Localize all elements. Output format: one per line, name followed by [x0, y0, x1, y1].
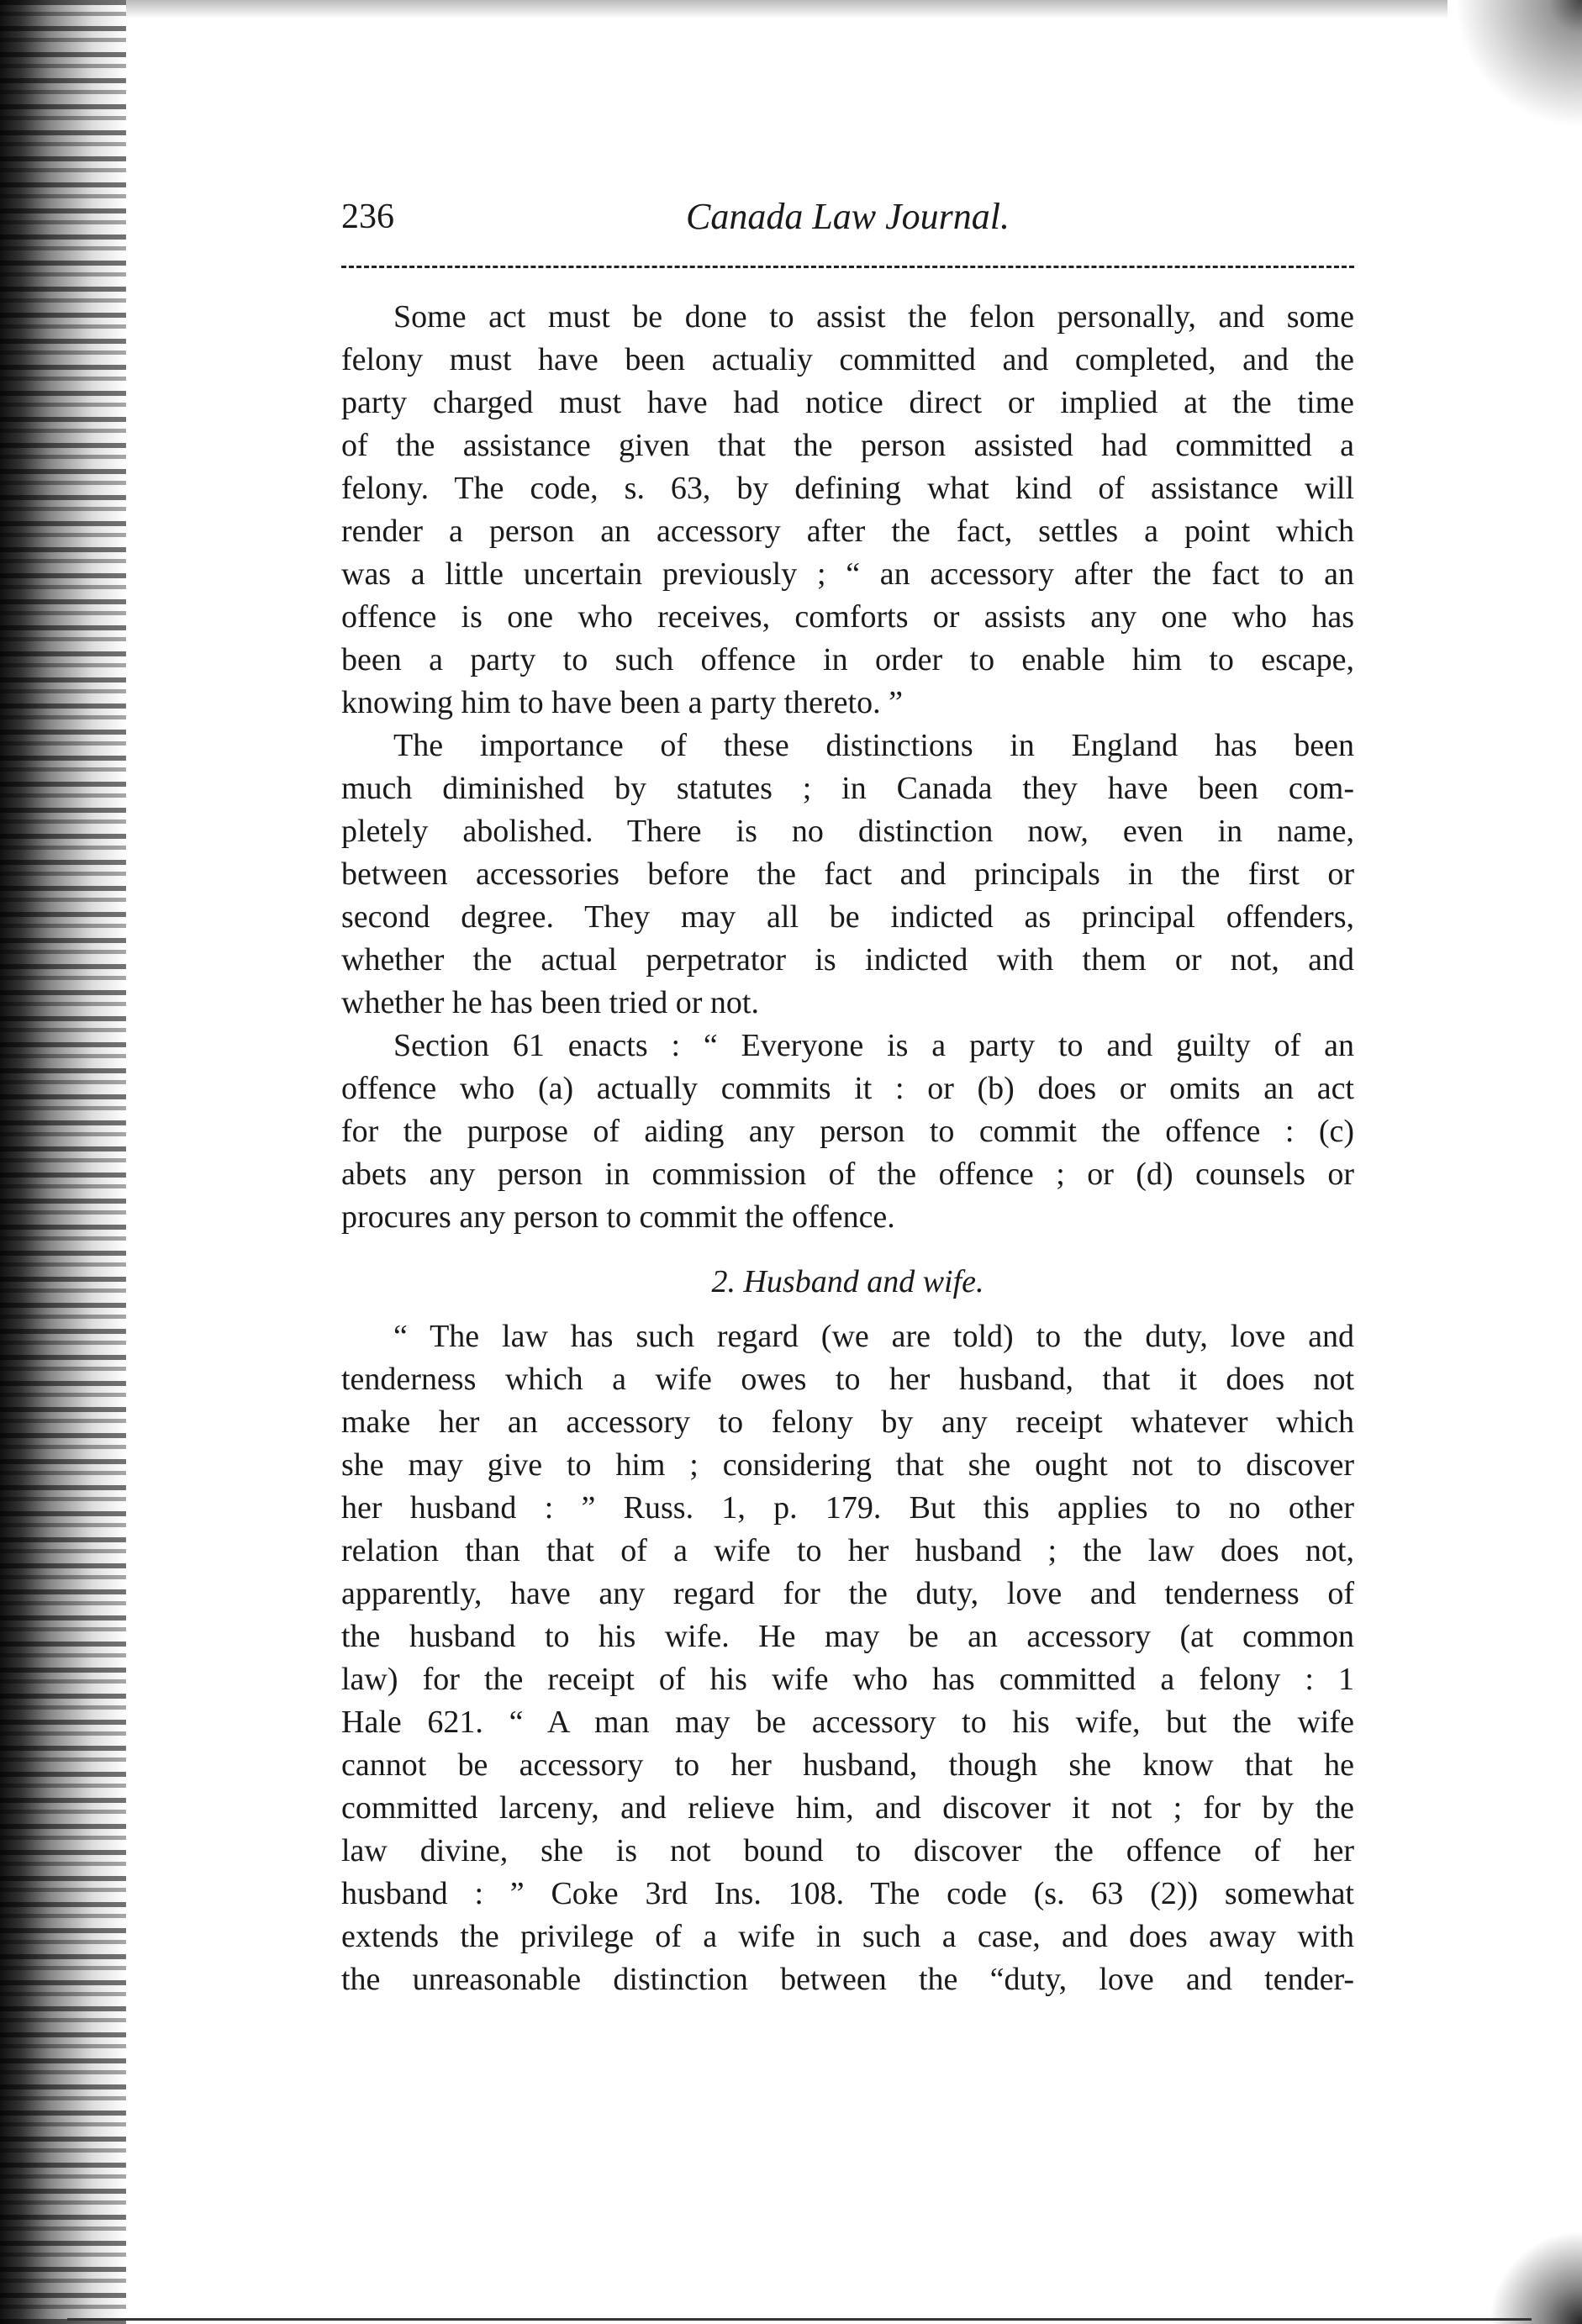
- scan-corner-bottom-right: [1490, 2190, 1582, 2324]
- text-line: second degree. They may all be indicted as principal offenders,: [341, 899, 1354, 935]
- text-line: apparently, have any regard for the duty, love and tenderness of: [341, 1576, 1354, 1611]
- text-line: felony must have been actualiy committed and completed, and the: [341, 342, 1354, 377]
- text-line: for the purpose of aiding any person to commit the offence : (c): [341, 1114, 1354, 1149]
- scan-left-edge: [0, 0, 126, 2324]
- paragraph: [341, 1315, 1354, 2001]
- paragraph: [341, 296, 1354, 725]
- text-line: her husband : ” Russ. 1, p. 179. But this applies to no other: [341, 1490, 1354, 1526]
- text-line: felony. The code, s. 63, by defining what kind of assistance will: [341, 471, 1354, 506]
- text-line: extends the privilege of a wife in such a case, and does away with: [341, 1919, 1354, 1954]
- text-line: Hale 621. “ A man may be accessory to his wife, but the wife: [341, 1705, 1354, 1740]
- scan-bottom-edge: [67, 2318, 1532, 2321]
- text-line: much diminished by statutes ; in Canada they have been com-: [341, 771, 1354, 806]
- text-line: committed larceny, and relieve him, and discover it not ; for by the: [341, 1790, 1354, 1826]
- text-line: law divine, she is not bound to discover the offence of her: [341, 1833, 1354, 1868]
- text-line: procures any person to commit the offence.: [341, 1199, 895, 1235]
- text-line: the husband to his wife. He may be an accessory (at common: [341, 1619, 1354, 1654]
- text-line: pletely abolished. There is no distinction now, even in name,: [341, 814, 1354, 849]
- text-line: of the assistance given that the person assisted had committed a: [341, 428, 1354, 463]
- text-line: “ The law has such regard (we are told) to the duty, love and: [393, 1319, 1354, 1354]
- text-line: law) for the receipt of his wife who has committed a felony : 1: [341, 1662, 1354, 1697]
- text-line: party charged must have had notice direct or implied at the time: [341, 385, 1354, 420]
- page-header: [341, 192, 1354, 242]
- page-body: [341, 296, 1354, 2001]
- page-number: 236: [341, 198, 394, 236]
- section-heading: 2. Husband and wife.: [711, 1264, 984, 1299]
- text-line: the unreasonable distinction between the “duty, love and tender-: [341, 1962, 1354, 1997]
- text-line: between accessories before the fact and principals in the first or: [341, 856, 1354, 892]
- paragraph: [341, 725, 1354, 1025]
- text-line: she may give to him ; considering that she ought not to discover: [341, 1447, 1354, 1483]
- text-line: The importance of these distinctions in England has been: [393, 728, 1354, 763]
- text-line: was a little uncertain previously ; “ an accessory after the fact to an: [341, 556, 1354, 592]
- text-line: Some act must be done to assist the felon personally, and some: [393, 299, 1354, 335]
- text-line: cannot be accessory to her husband, though she know that he: [341, 1747, 1354, 1783]
- scan-corner-top-right: [1448, 0, 1582, 151]
- text-line: whether he has been tried or not.: [341, 985, 759, 1020]
- text-line: offence is one who receives, comforts or assists any one who has: [341, 599, 1354, 635]
- text-line: offence who (a) actually commits it : or (b) does or omits an act: [341, 1071, 1354, 1106]
- running-title: Canada Law Journal.: [685, 196, 1010, 237]
- text-line: husband : ” Coke 3rd Ins. 108. The code (s. 63 (2)) somewhat: [341, 1876, 1354, 1911]
- text-line: been a party to such offence in order to enable him to escape,: [341, 642, 1354, 677]
- text-line: whether the actual perpetrator is indicted with them or not, and: [341, 942, 1354, 978]
- paragraph: [341, 1025, 1354, 1239]
- text-line: abets any person in commission of the offence ; or (d) counsels or: [341, 1157, 1354, 1192]
- header-rule: [341, 266, 1354, 268]
- scan-top-edge: [126, 0, 1582, 18]
- text-line: Section 61 enacts : “ Everyone is a party to and guilty of an: [393, 1028, 1354, 1063]
- text-line: knowing him to have been a party thereto. ”: [341, 685, 903, 720]
- text-line: tenderness which a wife owes to her husband, that it does not: [341, 1362, 1354, 1397]
- text-line: make her an accessory to felony by any receipt whatever which: [341, 1404, 1354, 1440]
- text-line: relation than that of a wife to her husband ; the law does not,: [341, 1533, 1354, 1568]
- text-line: render a person an accessory after the fact, settles a point which: [341, 514, 1354, 549]
